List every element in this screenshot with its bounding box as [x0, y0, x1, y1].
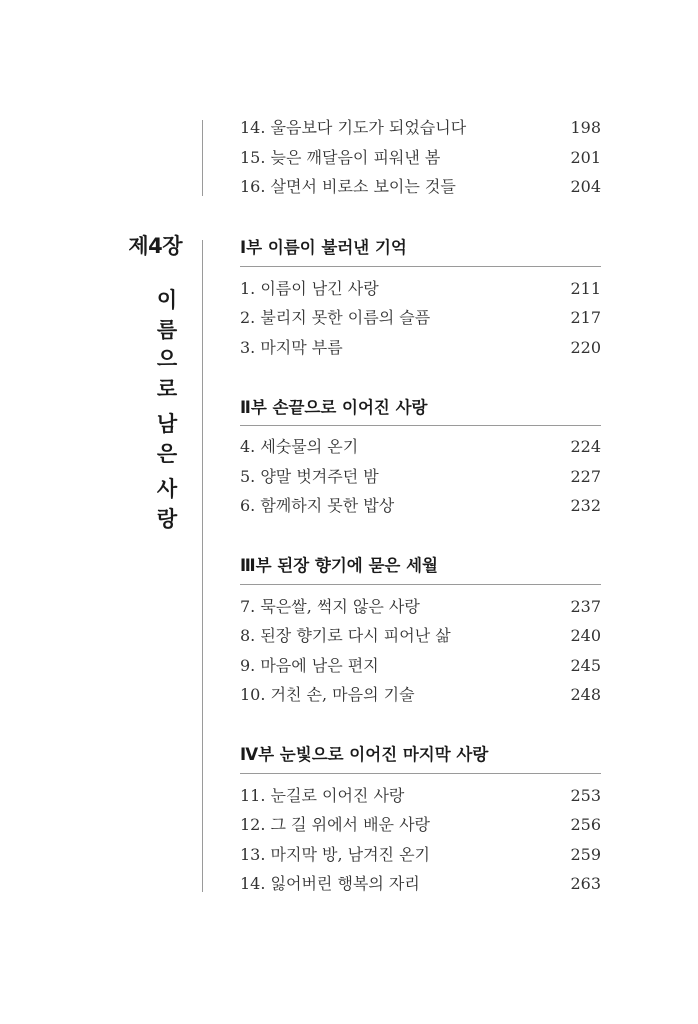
toc-entry-title: 15. 늦은 깨달음이 피워낸 봄	[240, 148, 441, 167]
toc-entry	[240, 623, 601, 649]
toc-entry	[240, 174, 601, 200]
toc-entry	[240, 842, 601, 868]
toc-entry-page: 240	[570, 626, 601, 645]
part-divider	[240, 266, 601, 267]
toc-entry-page: 245	[570, 656, 601, 675]
toc-entry-title: 10. 거친 손, 마음의 기술	[240, 685, 415, 704]
chapter-title-char: 은	[156, 441, 178, 466]
toc-entry-title: 14. 잃어버린 행복의 자리	[240, 874, 420, 893]
toc-entry	[240, 682, 601, 708]
toc-entry-title: 16. 살면서 비로소 보이는 것들	[240, 177, 456, 196]
part-heading: Ⅱ부 손끝으로 이어진 사랑	[240, 398, 428, 417]
toc-entry-title: 5. 양말 벗겨주던 밤	[240, 467, 379, 486]
chapter-title-char: 름	[156, 317, 178, 342]
toc-entry-page: 248	[570, 685, 601, 704]
toc-entry-page: 198	[570, 118, 601, 137]
toc-entry-title: 8. 된장 향기로 다시 피어난 삶	[240, 626, 451, 645]
toc-entry-title: 9. 마음에 남은 편지	[240, 656, 379, 675]
toc-entry-page: 220	[570, 338, 601, 357]
part-divider	[240, 584, 601, 585]
toc-entry-page: 256	[570, 815, 601, 834]
part-divider	[240, 773, 601, 774]
chapter-title-char: 랑	[156, 506, 178, 531]
chapter-label: 제4장	[128, 234, 182, 258]
toc-entry	[240, 115, 601, 141]
toc-entry-title: 11. 눈길로 이어진 사랑	[240, 786, 405, 805]
chapter-title-char: 으	[156, 347, 178, 371]
chapter-title	[152, 286, 182, 534]
toc-entry-page: 253	[570, 786, 601, 805]
chapter-title-char: 이	[156, 288, 178, 312]
toc-entry	[240, 594, 601, 620]
toc-entry-title: 4. 세숫물의 온기	[240, 437, 359, 456]
toc-entry-title: 2. 불리지 못한 이름의 슬픔	[240, 308, 431, 327]
toc-entry-page: 227	[570, 467, 601, 486]
toc-entry	[240, 871, 601, 897]
toc-entry	[240, 493, 601, 519]
toc-entry	[240, 653, 601, 679]
toc-entry-title: 13. 마지막 방, 남겨진 온기	[240, 845, 430, 864]
chapter-title-char: 로	[156, 376, 178, 401]
toc-entry	[240, 783, 601, 809]
part-heading: Ⅰ부 이름이 불러낸 기억	[240, 238, 407, 257]
toc-entry	[240, 434, 601, 460]
toc-entry	[240, 145, 601, 171]
toc-entry-title: 1. 이름이 남긴 사랑	[240, 279, 379, 298]
chapter-title-char: 남	[156, 412, 178, 436]
toc-entry	[240, 812, 601, 838]
toc-entry-page: 237	[570, 597, 601, 616]
toc-entry	[240, 305, 601, 331]
toc-entry-page: 201	[570, 148, 601, 167]
toc-entry-page: 217	[570, 308, 601, 327]
toc-entry-page: 259	[570, 845, 601, 864]
toc-entry-page: 232	[570, 496, 601, 515]
toc-entry-title: 7. 묵은쌀, 썩지 않은 사랑	[240, 597, 420, 616]
chapter-title-char: 사	[156, 477, 178, 501]
divider-line-top	[202, 120, 203, 196]
part-divider	[240, 425, 601, 426]
toc-entry	[240, 276, 601, 302]
toc-entry-title: 14. 울음보다 기도가 되었습니다	[240, 118, 467, 137]
toc-entry-page: 224	[570, 437, 601, 456]
toc-entry	[240, 464, 601, 490]
toc-entry-title: 12. 그 길 위에서 배운 사랑	[240, 815, 430, 834]
toc-entry-title: 6. 함께하지 못한 밥상	[240, 496, 395, 515]
part-heading: Ⅲ부 된장 향기에 묻은 세월	[240, 556, 438, 575]
toc-entry	[240, 335, 601, 361]
toc-entry-title: 3. 마지막 부름	[240, 338, 343, 357]
toc-entry-page: 263	[570, 874, 601, 893]
toc-entry-page: 211	[570, 279, 601, 298]
part-heading: Ⅳ부 눈빛으로 이어진 마지막 사랑	[240, 745, 489, 764]
toc-entry-page: 204	[570, 177, 601, 196]
divider-line-chapter	[202, 240, 203, 892]
